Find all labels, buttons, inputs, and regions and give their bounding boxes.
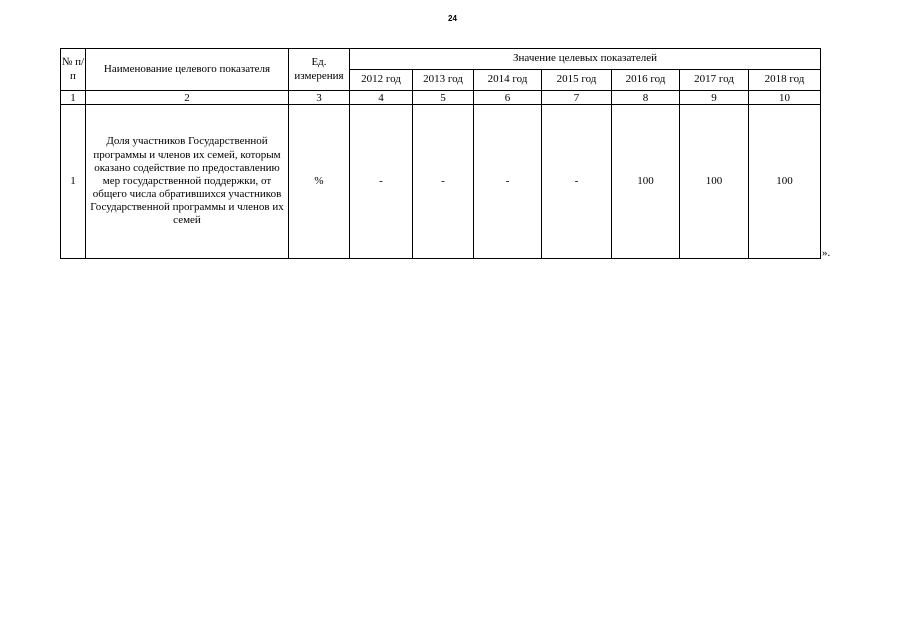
value-2016: 100 [612,105,680,259]
header-values-group: Значение целевых показателей [350,49,821,70]
table-row [61,105,821,259]
header-indicator-name: Наименование целевого показателя [86,49,289,91]
closing-quote: ». [822,247,831,259]
value-2014: - [474,105,542,259]
page-number: 24 [448,14,457,23]
column-number: 1 [61,91,86,105]
column-number: 9 [680,91,749,105]
header-year: 2017 год [680,70,749,91]
header-unit: Ед. измерения [289,49,350,91]
indicator-unit: % [289,105,350,259]
row-num: 1 [61,105,86,259]
header-year: 2016 год [612,70,680,91]
header-num: № п/п [61,49,86,91]
column-numbers-row [61,91,821,105]
header-year: 2012 год [350,70,413,91]
column-number: 3 [289,91,350,105]
header-year: 2014 год [474,70,542,91]
column-number: 4 [350,91,413,105]
column-number: 10 [749,91,821,105]
header-year: 2018 год [749,70,821,91]
value-2015: - [542,105,612,259]
column-number: 5 [413,91,474,105]
column-number: 7 [542,91,612,105]
value-2012: - [350,105,413,259]
header-year: 2015 год [542,70,612,91]
column-number: 8 [612,91,680,105]
column-number: 2 [86,91,289,105]
header-row-top [61,49,821,70]
value-2013: - [413,105,474,259]
header-year: 2013 год [413,70,474,91]
value-2018: 100 [749,105,821,259]
indicator-name: Доля участников Государственной программы и членов их семей, которым оказано содействие по предоставлению мер государственной поддержки, от общего числа обратившихся участников Государственной программы и членов их семей [86,105,289,259]
target-indicators-table [60,48,821,259]
value-2017: 100 [680,105,749,259]
column-number: 6 [474,91,542,105]
